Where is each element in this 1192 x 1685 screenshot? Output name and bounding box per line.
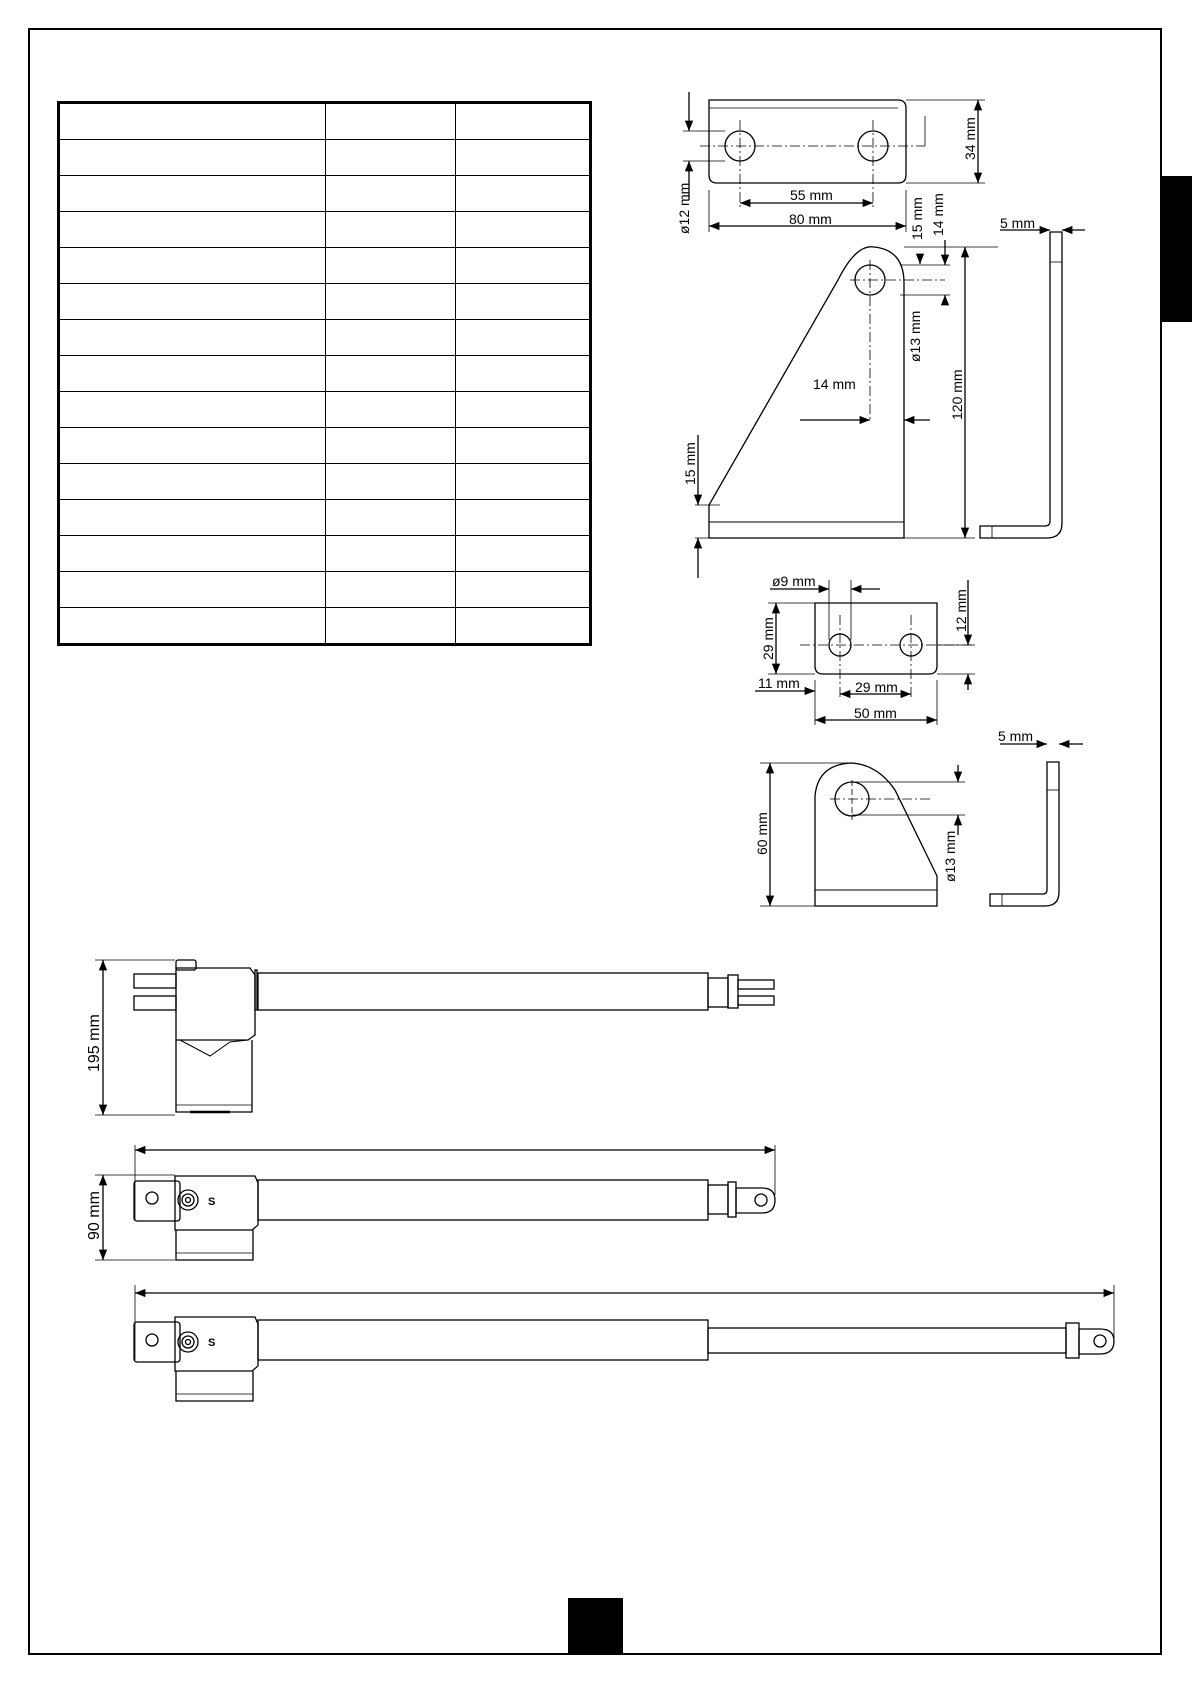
actuator-top-view (86, 1145, 775, 1260)
dim-thickness-large: 5 mm (1000, 215, 1035, 231)
actuator-top-motor (176, 1230, 253, 1260)
dim-small-edge-12: 12 mm (953, 589, 969, 632)
dim-small-plate-height: 29 mm (760, 617, 776, 660)
dim-small-hole-dia: ø9 mm (772, 573, 816, 589)
dim-hole-spacing: 55 mm (790, 187, 833, 203)
actuator-ext-rod (708, 1328, 1066, 1353)
dim-small-hole-dia-side: ø13 mm (942, 830, 958, 882)
dim-small-thickness: 5 mm (998, 728, 1033, 744)
dim-hole-dia-top: ø12 mm (676, 182, 692, 234)
actuator-top-nut (708, 1185, 728, 1214)
dim-edge-15: 15 mm (909, 197, 925, 240)
actuator-ext-motor-label: S (208, 1337, 216, 1349)
small-bracket-top-view (755, 573, 975, 725)
actuator-side-lug-bottom (134, 996, 176, 1010)
actuator-side-lug-top (134, 974, 176, 988)
large-bracket-plate-top (709, 100, 906, 183)
dim-center-offset: 14 mm (813, 376, 856, 392)
dim-hole-dia-side: ø13 mm (907, 310, 923, 362)
small-bracket-plate-top (815, 603, 937, 674)
small-bracket-profile (990, 762, 1059, 906)
large-bracket-profile (980, 232, 1062, 538)
actuator-ext-rod-eye (1079, 1329, 1114, 1354)
actuator-top-tube (258, 1180, 708, 1220)
small-bracket-side-plate (815, 763, 937, 906)
dim-actuator-height: 195 mm (86, 1014, 103, 1072)
dim-height-120: 120 mm (949, 369, 965, 420)
dim-small-plate-length: 50 mm (854, 705, 897, 721)
dim-edge-14: 14 mm (930, 193, 946, 236)
actuator-side-tube (258, 973, 708, 1010)
actuator-side-view (86, 960, 774, 1115)
actuator-extended-view (134, 1285, 1114, 1401)
dim-plate-length: 80 mm (789, 211, 832, 227)
dim-plate-height: 34 mm (962, 117, 978, 160)
actuator-top-motor-label: S (208, 1196, 216, 1208)
actuator-side-gearbox (176, 968, 255, 1040)
dim-small-height: 60 mm (754, 812, 770, 855)
dim-small-hole-spacing: 29 mm (855, 679, 898, 695)
large-bracket-side-view (682, 193, 1085, 578)
small-bracket-side-view (754, 728, 1083, 906)
dim-actuator-width: 90 mm (86, 1191, 103, 1240)
large-bracket-side-plate (709, 247, 904, 538)
actuator-ext-nut (1066, 1323, 1079, 1358)
actuator-ext-motor (176, 1371, 253, 1401)
actuator-side-nut (708, 978, 728, 1007)
actuator-ext-tube (258, 1320, 708, 1360)
dim-small-edge-11: 11 mm (758, 675, 800, 691)
actuator-side-motor (176, 1040, 252, 1112)
dim-base-height: 15 mm (682, 442, 698, 485)
